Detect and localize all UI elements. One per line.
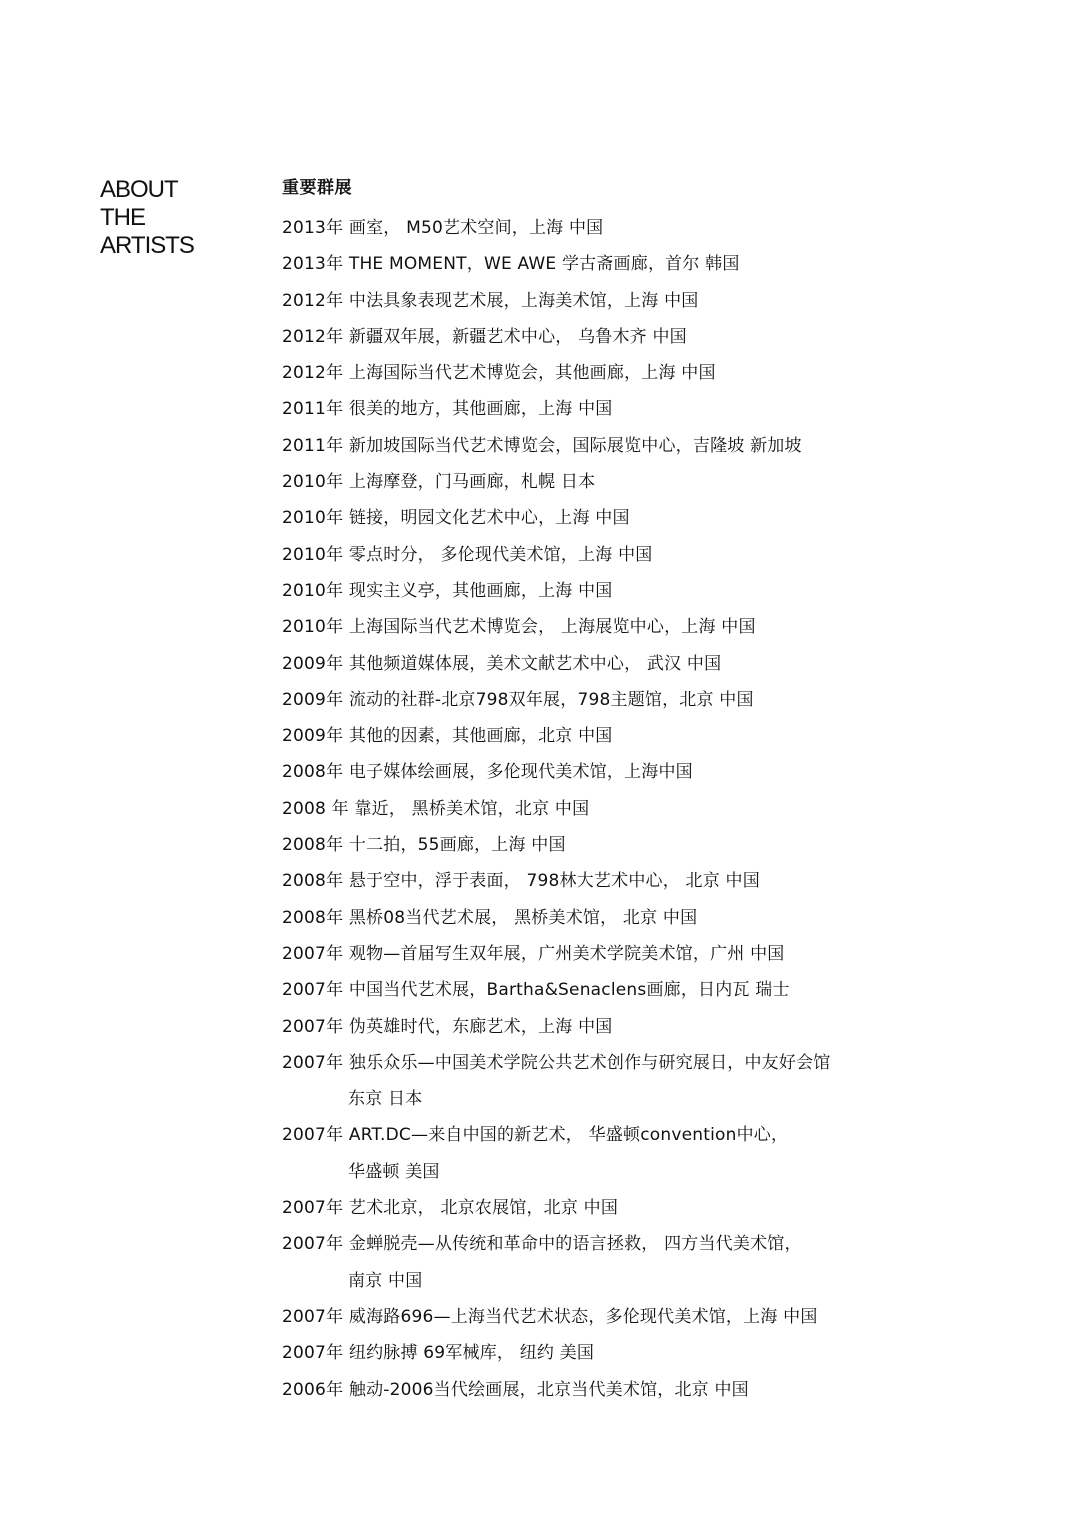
exhibition-entry <box>282 355 982 391</box>
exhibition-entry <box>282 936 982 972</box>
exhibition-entry <box>282 972 982 1008</box>
side-title-line: ARTISTS <box>100 232 194 259</box>
exhibition-entry <box>282 1299 982 1335</box>
exhibition-entry <box>282 791 982 827</box>
exhibition-entry-text: 2007年 金蝉脱壳—从传统和革命中的语言拯救， 四方当代美术馆， <box>282 1234 802 1255</box>
exhibition-entry <box>282 718 982 754</box>
exhibition-entry <box>282 682 982 718</box>
exhibition-entry <box>282 391 982 427</box>
exhibition-entry-continuation: 南京 中国 <box>348 1270 423 1291</box>
exhibition-entry <box>282 827 982 863</box>
exhibition-entry-text: 2010年 零点时分， 多伦现代美术馆，上海 中国 <box>282 544 653 565</box>
exhibition-entry-text: 2007年 纽约脉搏 69军械库， 纽约 美国 <box>282 1343 595 1364</box>
exhibition-entry <box>282 1335 982 1371</box>
exhibition-entry <box>282 609 982 645</box>
exhibition-entry <box>282 464 982 500</box>
exhibition-entry-text: 2008年 十二拍，55画廊，上海 中国 <box>282 835 566 856</box>
exhibition-entry <box>282 246 982 282</box>
exhibition-entry <box>282 319 982 355</box>
exhibition-entry-text: 2010年 上海摩登，门马画廊，札幌 日本 <box>282 472 596 493</box>
side-title-line: THE <box>100 204 145 231</box>
exhibition-entry-text: 2010年 现实主义亭，其他画廊，上海 中国 <box>282 580 613 601</box>
exhibition-entry-text: 2007年 ART.DC—来自中国的新艺术， 华盛顿convention中心， <box>282 1125 789 1146</box>
exhibition-entry-text: 2012年 新疆双年展，新疆艺术中心， 乌鲁木齐 中国 <box>282 326 687 347</box>
exhibition-entry <box>282 573 982 609</box>
exhibition-entry-continuation: 华盛顿 美国 <box>348 1161 440 1182</box>
exhibition-entry <box>282 500 982 536</box>
exhibition-entry-text: 2012年 中法具象表现艺术展，上海美术馆，上海 中国 <box>282 290 699 311</box>
exhibition-entry-text: 2007年 伪英雄时代，东廊艺术，上海 中国 <box>282 1016 613 1037</box>
exhibition-list <box>282 174 982 1408</box>
exhibition-entry <box>282 754 982 790</box>
exhibition-entry-text: 2007年 艺术北京， 北京农展馆，北京 中国 <box>282 1198 619 1219</box>
exhibition-entry <box>282 1226 982 1299</box>
exhibition-entry-text: 2010年 链接，明园文化艺术中心，上海 中国 <box>282 508 630 529</box>
exhibition-entry <box>282 900 982 936</box>
exhibition-entry <box>282 537 982 573</box>
exhibition-entry <box>282 1045 982 1118</box>
side-title <box>100 176 194 260</box>
exhibition-entry-text: 2013年 画室， M50艺术空间，上海 中国 <box>282 218 604 238</box>
exhibition-entry-text: 2007年 独乐众乐—中国美术学院公共艺术创作与研究展日，中友好会馆 <box>282 1052 831 1073</box>
exhibition-entry <box>282 1372 982 1408</box>
exhibition-entry-text: 2007年 威海路696—上海当代艺术状态，多伦现代美术馆，上海 中国 <box>282 1306 818 1327</box>
exhibition-entry <box>282 646 982 682</box>
exhibition-entry <box>282 863 982 899</box>
exhibition-entry-text: 2013年 THE MOMENT，WE AWE 学古斋画廊，首尔 韩国 <box>282 254 740 275</box>
exhibition-entry-text: 2007年 观物—首届写生双年展，广州美术学院美术馆，广州 中国 <box>282 943 785 964</box>
exhibition-entry <box>282 1009 982 1045</box>
exhibition-entry-text: 2011年 很美的地方，其他画廊，上海 中国 <box>282 399 613 420</box>
exhibition-entry-continuation: 东京 日本 <box>348 1089 423 1110</box>
exhibition-entry-text: 2007年 中国当代艺术展，Bartha&Senaclens画廊，日内瓦 瑞士 <box>282 980 790 1001</box>
exhibition-entry-text: 2006年 触动-2006当代绘画展，北京当代美术馆，北京 中国 <box>282 1379 749 1400</box>
exhibition-entry-text: 2008 年 靠近， 黑桥美术馆，北京 中国 <box>282 798 590 819</box>
exhibition-entry-text: 2008年 悬于空中，浮于表面， 798林大艺术中心， 北京 中国 <box>282 871 760 892</box>
exhibition-entry <box>282 428 982 464</box>
exhibition-entry-text: 2010年 上海国际当代艺术博览会， 上海展览中心，上海 中国 <box>282 617 756 638</box>
side-title-line: ABOUT <box>100 176 178 203</box>
exhibition-entry-text: 2008年 黑桥08当代艺术展， 黑桥美术馆， 北京 中国 <box>282 907 698 928</box>
exhibition-entry <box>282 210 982 246</box>
exhibition-entry <box>282 1190 982 1226</box>
exhibition-entry-text: 2009年 其他的因素，其他画廊，北京 中国 <box>282 726 613 747</box>
exhibition-entry-text: 2008年 电子媒体绘画展，多伦现代美术馆，上海中国 <box>282 762 693 783</box>
section-heading: 重要群展 <box>282 178 352 198</box>
exhibition-entry-text: 2009年 流动的社群-北京798双年展，798主题馆，北京 中国 <box>282 689 754 710</box>
exhibition-entry-text: 2011年 新加坡国际当代艺术博览会，国际展览中心，吉隆坡 新加坡 <box>282 435 802 456</box>
exhibition-entry <box>282 283 982 319</box>
exhibition-entry <box>282 1117 982 1190</box>
exhibition-entry-text: 2012年 上海国际当代艺术博览会，其他画廊，上海 中国 <box>282 363 716 384</box>
exhibition-entry-text: 2009年 其他频道媒体展，美术文献艺术中心， 武汉 中国 <box>282 653 722 674</box>
entries-container <box>282 210 982 1408</box>
